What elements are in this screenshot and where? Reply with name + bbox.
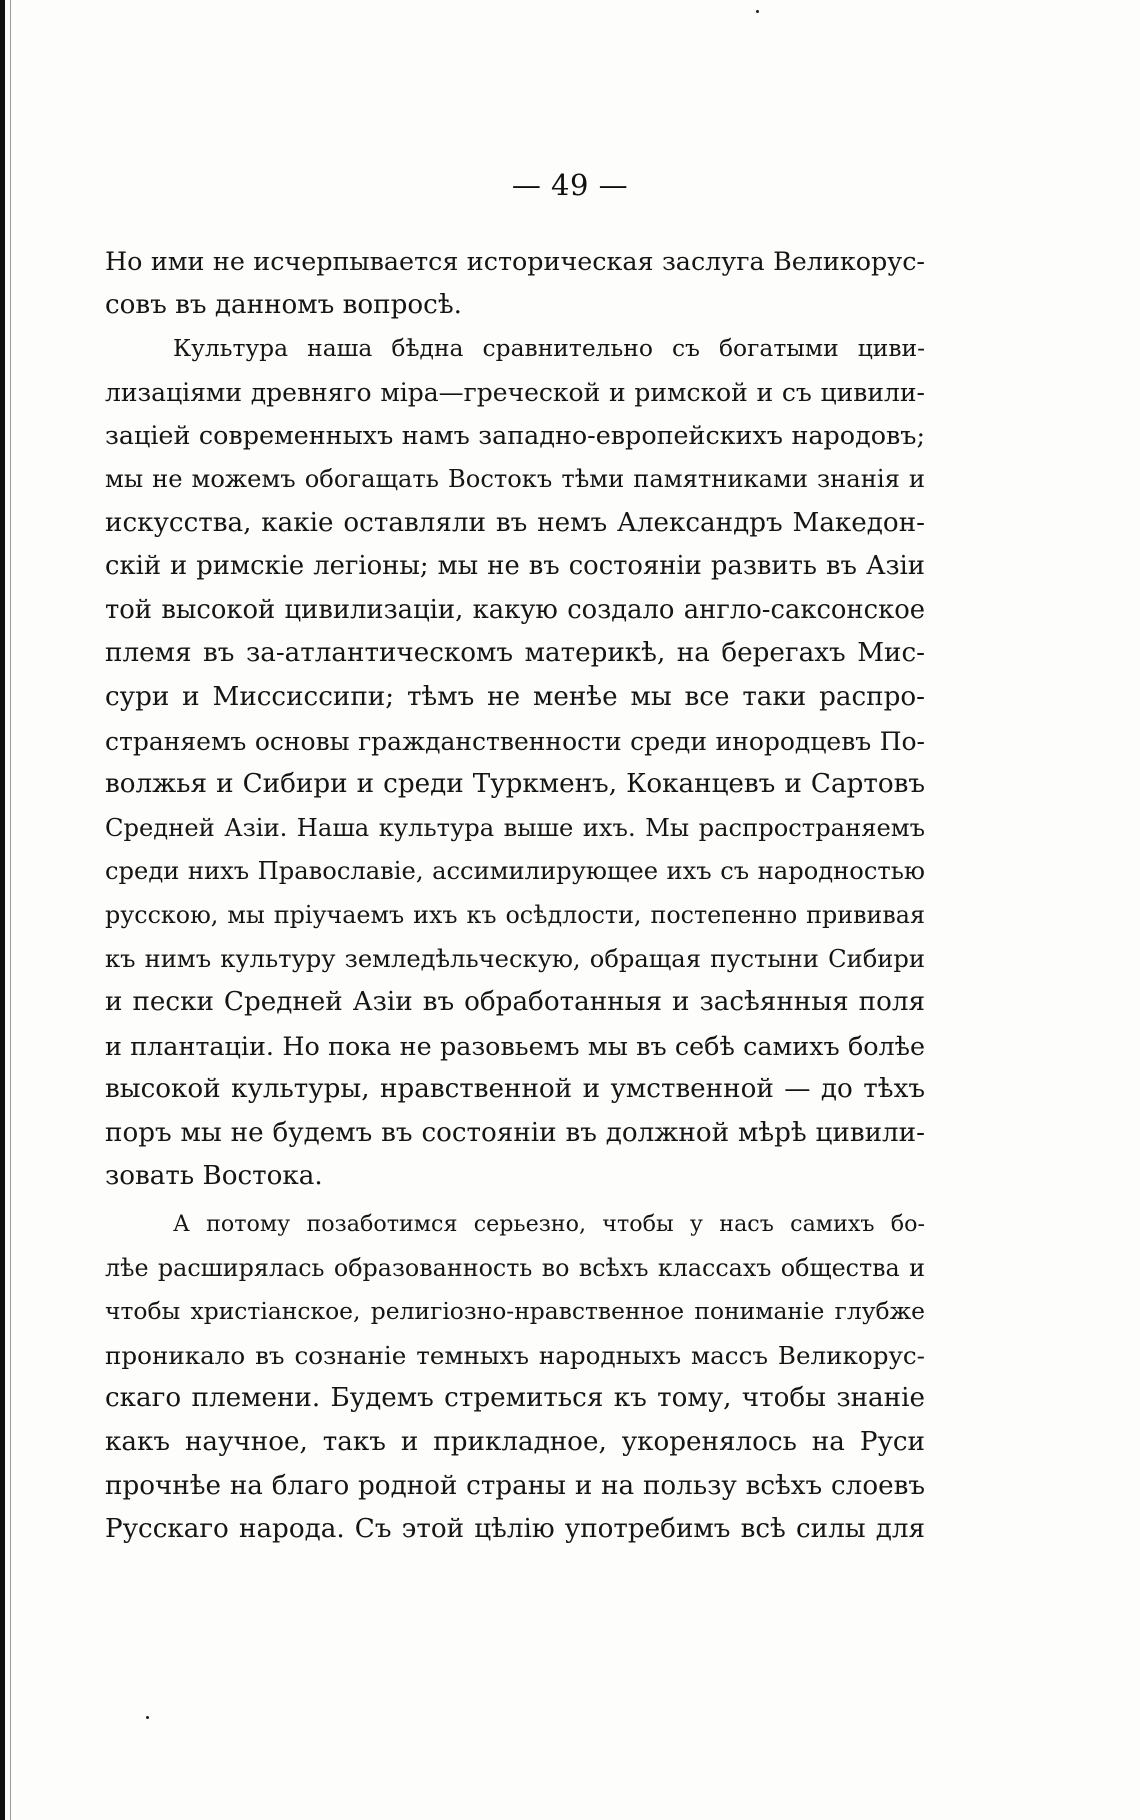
binding-edge	[0, 0, 5, 1820]
text-line: Но ими не исчерпывается историческая заслуга Великорус-	[105, 246, 925, 276]
body-text	[105, 240, 925, 1552]
text-line: сури и Миссиссипи; тѣмъ не менѣе мы все таки распро-	[105, 681, 925, 712]
paragraph	[105, 1203, 925, 1552]
text-line: искусства, какіе оставляли въ немъ Александръ Македон-	[105, 507, 925, 538]
paragraph	[105, 327, 925, 1199]
text-line: мы не можемъ обогащать Востокъ тѣми памятниками знанія и	[105, 464, 925, 493]
text-line: скій и римскіе легіоны; мы не въ состояніи развить въ Азіи	[105, 551, 925, 582]
text-line: зовать Востока.	[105, 1161, 323, 1192]
text-line: скаго племени. Будемъ стремиться къ тому, чтобы знаніе	[105, 1383, 925, 1414]
text-line: совъ въ данномъ вопросѣ.	[105, 289, 462, 320]
text-line: Русскаго народа. Съ этой цѣлію употребимъ всѣ силы для	[105, 1514, 925, 1545]
scan-speck	[146, 1716, 149, 1719]
text-line: высокой культуры, нравственной и умственной — до тѣхъ	[105, 1074, 925, 1105]
text-line: заціей современныхъ намъ западно-европейскихъ народовъ;	[105, 420, 925, 451]
text-line: и пески Средней Азіи въ обработанныя и засѣянныя поля	[105, 987, 925, 1018]
text-line: и плантаціи. Но пока не разовьемъ мы въ себѣ самихъ болѣе	[105, 1030, 925, 1061]
page-number: — 49 —	[511, 168, 629, 202]
text-line: лизаціями древняго міра—греческой и римской и съ цивили-	[105, 377, 925, 407]
text-line: племя въ за-атлантическомъ материкѣ, на берегахъ Мис-	[105, 638, 925, 669]
text-line: чтобы христіанское, религіозно-нравственное пониманіе глубже	[105, 1297, 925, 1326]
text-line: проникало въ сознаніе темныхъ народныхъ массъ Великорус-	[105, 1340, 925, 1370]
text-line: волжья и Сибири и среди Туркменъ, Коканцевъ и Сартовъ	[105, 769, 925, 800]
binding-shadow-line	[10, 0, 11, 1820]
text-line: прочнѣе на благо родной страны и на пользу всѣхъ слоевъ	[105, 1470, 925, 1501]
text-line: среди нихъ Православіе, ассимилирующее ихъ съ народностью	[105, 857, 925, 886]
text-line: къ нимъ культуру земледѣльческую, обращая пустыни Сибири	[105, 944, 925, 973]
text-line: Культура наша бѣдна сравнительно съ богатыми циви-	[173, 334, 925, 363]
text-line: страняемъ основы гражданственности среди инородцевъ По-	[105, 726, 925, 756]
text-line: А потому позаботимся серьезно, чтобы у насъ самихъ бо-	[173, 1211, 925, 1238]
text-line: Средней Азіи. Наша культура выше ихъ. Мы распространяемъ	[105, 813, 925, 842]
text-line: поръ мы не будемъ въ состояніи въ должной мѣрѣ цивили-	[105, 1117, 925, 1148]
text-line: русскою, мы пріучаемъ ихъ къ осѣдлости, постепенно прививая	[105, 900, 925, 929]
paragraph	[105, 240, 925, 327]
scan-speck	[756, 10, 759, 13]
text-line: лѣе расширялась образованность во всѣхъ классахъ общества и	[105, 1253, 925, 1282]
text-line: той высокой цивилизаціи, какую создало англо-саксонское	[105, 594, 925, 625]
text-line: какъ научное, такъ и прикладное, укоренялось на Руси	[105, 1427, 925, 1458]
